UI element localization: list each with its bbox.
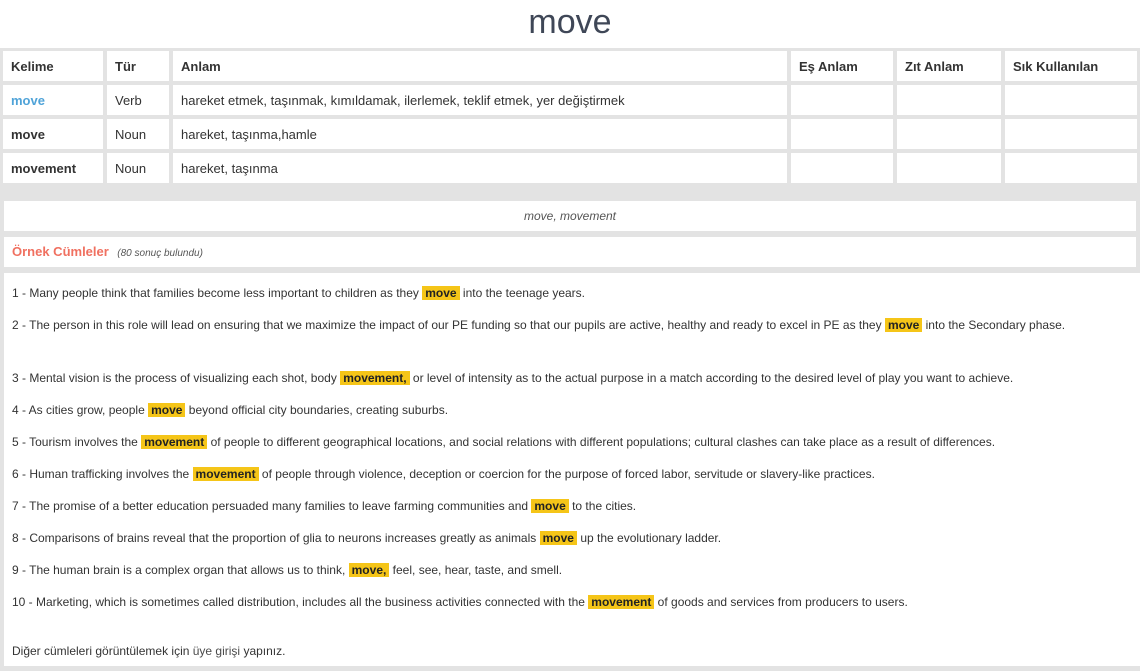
col-anlam: Anlam: [173, 51, 787, 81]
sentence-text: 3 - Mental vision is the process of visualizing each shot, body: [12, 371, 337, 385]
example-sentence: [12, 368, 1128, 388]
example-sentence: [12, 464, 1128, 484]
highlighted-word: move: [885, 318, 922, 332]
word-meaning: hareket, taşınma: [173, 153, 787, 183]
example-sentence: [12, 432, 1128, 452]
sentence-text: up the evolutionary ladder.: [580, 531, 722, 545]
login-prompt: [12, 644, 285, 658]
sentence-text: feel, see, hear, taste, and smell.: [392, 563, 563, 577]
word-antonym: [897, 119, 1001, 149]
example-sentence: [12, 315, 1128, 335]
login-prompt-text: yapınız.: [240, 644, 286, 658]
word-type: Noun: [107, 119, 169, 149]
related-words: move, movement: [4, 201, 1136, 231]
example-sentences: [4, 273, 1140, 666]
word-type: Verb: [107, 85, 169, 115]
examples-count: (80 sonuç bulundu): [117, 248, 203, 259]
word-synonym: [791, 85, 893, 115]
highlighted-word: move: [422, 286, 459, 300]
examples-header: [4, 237, 1136, 267]
example-sentence: [12, 528, 1128, 548]
word-synonym: [791, 153, 893, 183]
highlighted-word: move: [148, 403, 185, 417]
sentence-text: 4 - As cities grow, people: [12, 403, 145, 417]
highlighted-word: movement: [141, 435, 207, 449]
dictionary-panel: [0, 48, 1140, 671]
sentence-text: or level of intensity as to the actual purpose in a match according to the desired level of play you want to achieve.: [412, 371, 1014, 385]
word-cell: move: [3, 119, 103, 149]
word-common: [1005, 119, 1137, 149]
definitions-table: [0, 47, 1140, 187]
col-kelime: Kelime: [3, 51, 103, 81]
word-meaning: hareket, taşınma,hamle: [173, 119, 787, 149]
example-sentence: [12, 400, 1128, 420]
highlighted-word: movement: [588, 595, 654, 609]
word-common: [1005, 153, 1137, 183]
table-row: [3, 153, 1137, 183]
sentence-text: to the cities.: [572, 499, 637, 513]
highlighted-word: move: [540, 531, 577, 545]
col-es-anlam: Eş Anlam: [791, 51, 893, 81]
sentence-text: 6 - Human trafficking involves the: [12, 467, 190, 481]
table-row: [3, 119, 1137, 149]
sentence-text: 9 - The human brain is a complex organ that allows us to think,: [12, 563, 346, 577]
word-cell: movement: [3, 153, 103, 183]
word-type: Noun: [107, 153, 169, 183]
word-synonym: [791, 119, 893, 149]
sentence-text: into the Secondary phase.: [925, 318, 1066, 332]
example-sentence: [12, 496, 1128, 516]
col-tur: Tür: [107, 51, 169, 81]
col-zit-anlam: Zıt Anlam: [897, 51, 1001, 81]
sentence-text: 1 - Many people think that families become less important to children as they: [12, 286, 419, 300]
word-antonym: [897, 153, 1001, 183]
sentence-text: beyond official city boundaries, creating suburbs.: [188, 403, 449, 417]
sentence-text: of people to different geographical locations, and social relations with different populations; cultural clashes can take place as a result of differences.: [210, 435, 996, 449]
sentence-text: 10 - Marketing, which is sometimes called distribution, includes all the business activities connected with the: [12, 595, 585, 609]
examples-title: Örnek Cümleler: [12, 244, 109, 259]
word-meaning: hareket etmek, taşınmak, kımıldamak, ilerlemek, teklif etmek, yer değiştirmek: [173, 85, 787, 115]
sentence-text: of people through violence, deception or coercion for the purpose of forced labor, servitude or slavery-like practices.: [261, 467, 875, 481]
sentence-text: 2 - The person in this role will lead on ensuring that we maximize the impact of our PE funding so that our pupils are active, healthy and ready to excel in PE as they: [12, 318, 882, 332]
table-header-row: [3, 51, 1137, 81]
sentence-text: 5 - Tourism involves the: [12, 435, 138, 449]
word-common: [1005, 85, 1137, 115]
example-sentence: [12, 283, 1128, 303]
table-row: [3, 85, 1137, 115]
word-link[interactable]: move: [3, 85, 103, 115]
example-sentence: [12, 560, 1128, 580]
sentence-text: into the teenage years.: [462, 286, 586, 300]
highlighted-word: movement,: [340, 371, 409, 385]
sentence-text: of goods and services from producers to users.: [657, 595, 908, 609]
login-prompt-text: Diğer cümleleri görüntülemek için: [12, 644, 193, 658]
word-antonym: [897, 85, 1001, 115]
sentence-text: 8 - Comparisons of brains reveal that the proportion of glia to neurons increases greatly as animals: [12, 531, 537, 545]
highlighted-word: move,: [349, 563, 390, 577]
col-sik-kullanilan: Sık Kullanılan: [1005, 51, 1137, 81]
login-link[interactable]: üye girişi: [192, 644, 241, 658]
sentence-text: 7 - The promise of a better education persuaded many families to leave farming communities and: [12, 499, 529, 513]
highlighted-word: movement: [193, 467, 259, 481]
page-title: move: [528, 3, 612, 41]
highlighted-word: move: [531, 499, 568, 513]
example-sentence: [12, 592, 1128, 612]
